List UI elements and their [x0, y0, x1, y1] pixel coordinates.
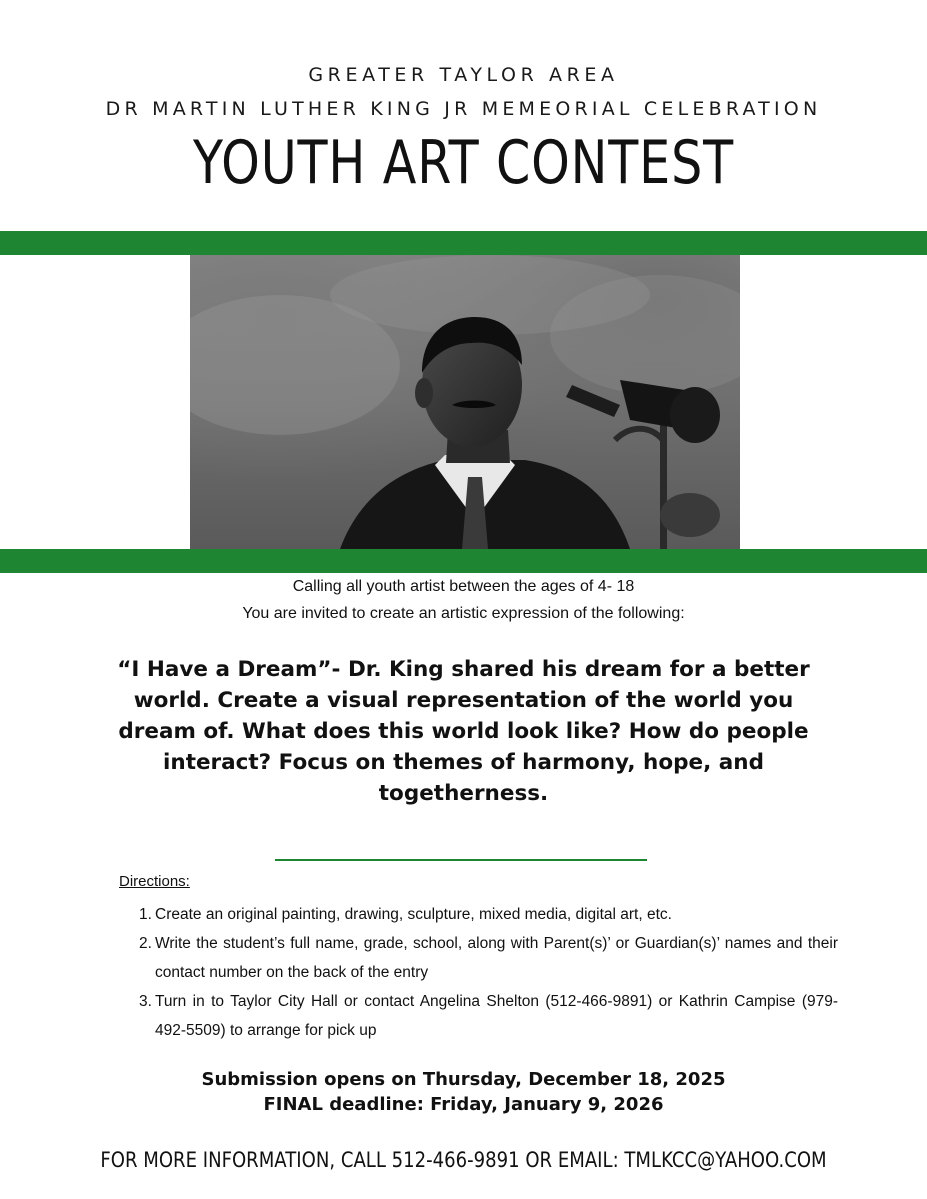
list-item	[118, 987, 838, 1045]
directions-label: Directions:	[119, 873, 190, 890]
list-item-text: Create an original painting, drawing, sculpture, mixed media, digital art, etc.	[155, 906, 672, 923]
list-item-number: 3.	[139, 993, 152, 1010]
final-deadline: FINAL deadline: Friday, January 9, 2026	[263, 1094, 664, 1115]
directions-list	[118, 900, 838, 1045]
list-item-number: 1.	[139, 906, 152, 923]
portrait-photo	[190, 255, 740, 549]
submission-open-date: Submission opens on Thursday, December 18, 2025	[201, 1069, 726, 1090]
intro-invitation: You are invited to create an artistic expression of the following:	[242, 605, 685, 622]
list-item-number: 2.	[139, 935, 152, 952]
list-item-text: Turn in to Taylor City Hall or contact Angelina Shelton (512-466-9891) or Kathrin Campise (979-492-5509) to arrange for pick up	[155, 993, 838, 1039]
divider-line	[275, 859, 647, 861]
green-band-bottom	[0, 549, 927, 573]
list-item	[118, 900, 838, 929]
portrait-illustration	[190, 255, 740, 549]
list-item	[118, 929, 838, 987]
intro-ages: Calling all youth artist between the ages of 4- 18	[292, 578, 635, 595]
green-band-top	[0, 231, 927, 255]
page-title: YOUTH ART CONTEST	[193, 128, 734, 198]
list-item-text: Write the student’s full name, grade, school, along with Parent(s)’ or Guardian(s)’ names and their contact number on the back of the entry	[155, 935, 838, 981]
contact-footer: FOR MORE INFORMATION, CALL 512-466-9891 OR EMAIL: TMLKCC@YAHOO.COM	[100, 1148, 827, 1172]
contest-prompt: “I Have a Dream”- Dr. King shared his dream for a better world. Create a visual representation of the world you dream of. What does this world look like? How do people interact? Focus on themes of harmony, hope, and togetherness.	[117, 657, 810, 806]
header-line-celebration: DR MARTIN LUTHER KING JR MEMEORIAL CELEBRATION	[105, 98, 822, 120]
header-line-area: GREATER TAYLOR AREA	[308, 64, 619, 86]
